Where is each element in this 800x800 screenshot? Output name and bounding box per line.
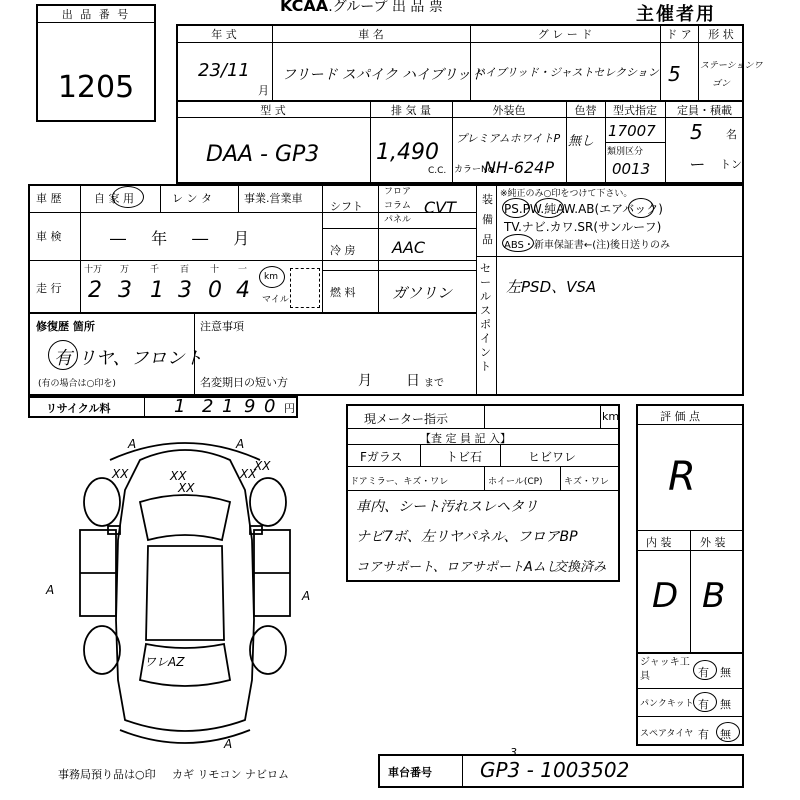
damage-mark: XX [178, 481, 195, 495]
displacement-unit: C.C. [428, 166, 447, 176]
shape-value-1: ステーションワ [700, 61, 763, 71]
history-business: 事業.営業車 [244, 192, 303, 205]
mileage-digit: 0 [208, 278, 222, 303]
scratch-label: キズ・ワレ [564, 477, 609, 487]
inspector-note-3b: 交換済み [554, 560, 607, 575]
repair-circle [48, 340, 78, 370]
door-label: ド ア [666, 28, 692, 41]
recycle-unit: 円 [284, 402, 295, 415]
chassis-value: GP3 - 1003502 [480, 758, 630, 782]
puncture-no: 無 [720, 698, 731, 711]
recycle-label: リサイクル料 [46, 402, 111, 415]
sales-point-value: 左PSD、VSA [506, 278, 597, 296]
shape-label: 形 状 [708, 28, 734, 41]
score-label: 評 価 点 [660, 410, 700, 423]
office-items: カギ リモコン ナビロム [172, 768, 289, 781]
mileage-digit-label: 一 [238, 265, 248, 275]
model-spec-label: 型式指定 [613, 104, 657, 117]
fuel-value: ガソリン [392, 284, 453, 302]
score-value: R [668, 454, 696, 500]
puncture-label: パンクキット [640, 699, 694, 709]
mileage-digit-label: 十万 [84, 265, 103, 275]
model-value: DAA - GP3 [206, 142, 320, 167]
capacity-value: 5 [690, 120, 703, 144]
equipment-label: 装備品 [482, 193, 493, 246]
interior-label: 内 装 [646, 536, 672, 549]
model-label: 型 式 [260, 104, 286, 117]
mileage-digit-label: 万 [120, 265, 130, 275]
deadline-month: 月 [358, 373, 372, 389]
ab-circle [628, 198, 654, 218]
category-label: 類別区分 [607, 147, 644, 157]
equipment-line-2: TV.ナビ.カワ.SR(サンルーフ) [504, 220, 662, 234]
ps-circle [502, 198, 530, 218]
door-value: 5 [668, 62, 681, 86]
color-no-label: カラーNo. [454, 165, 496, 175]
damage-mark: A [236, 437, 245, 451]
jack-label: ジャッキ工 具 [640, 657, 690, 682]
header-title [280, 0, 443, 16]
color-change-value: 無し [568, 134, 595, 149]
mileage-digit: 4 [236, 278, 250, 303]
history-private: 自 家 用 [94, 192, 134, 205]
lot-number: 1205 [57, 70, 135, 105]
damage-mark: XX [170, 469, 187, 483]
year-value: 23/11 [198, 60, 250, 81]
history-label: 車 歴 [36, 192, 62, 205]
shaken-value: ― 年 ― 月 [110, 229, 260, 248]
recycle-digit: 9 [244, 396, 256, 417]
meter-label: 現メーター指示 [364, 412, 449, 426]
damage-mark: A [128, 437, 137, 451]
pw-circle [534, 198, 564, 218]
load-value: ー [688, 155, 705, 174]
year-label: 年 式 [211, 28, 237, 41]
inspector-label: 【査 定 員 記 入】 [420, 432, 511, 445]
damage-mark: XX [240, 467, 257, 481]
short-deadline-label: 名変期日の短い方 [200, 376, 288, 389]
shift-value: CVT [424, 198, 456, 217]
mileage-digit: 3 [178, 278, 192, 303]
car-name-label: 車 名 [358, 28, 384, 41]
year-unit: 月 [258, 84, 269, 97]
model-spec-value: 17007 [608, 122, 656, 140]
damage-mark: XX [254, 459, 271, 473]
damage-mark: XX [112, 467, 129, 481]
mileage-digit-label: 千 [150, 265, 160, 275]
wheel-label: ホイール(CP) [488, 477, 543, 487]
capacity-label: 定員・積載 [677, 104, 732, 117]
fuel-label: 燃 料 [330, 286, 356, 299]
mileage-label: 走 行 [36, 282, 62, 295]
km-circle [259, 266, 285, 288]
exterior-label: 外 装 [700, 536, 726, 549]
deadline-until: まで [424, 378, 444, 389]
glass-label: Fガラス [360, 450, 403, 464]
shape-value-2: ゴン [712, 79, 731, 89]
mileage-digit: 3 [118, 278, 132, 303]
mileage-digit-label: 百 [180, 265, 190, 275]
deadline-day: 日 [406, 373, 420, 389]
damage-mark: A [302, 589, 311, 603]
shift-option-column: コラム [384, 201, 411, 211]
capacity-unit: 名 [726, 128, 737, 141]
tobiishi-label: トビ石 [446, 450, 483, 464]
color-no-value: NH-624P [484, 158, 554, 177]
shift-label: シフト [330, 200, 363, 213]
km-box [290, 268, 320, 308]
lot-label: 出 品 番 号 [38, 6, 154, 23]
mile-label: マイル [262, 295, 289, 305]
repair-note: (有の場合は○印を) [38, 379, 116, 389]
puncture-yes: 有 [698, 698, 709, 711]
puncture-circle [693, 692, 717, 712]
inspector-note-2: ナビ7ボ、左リヤパネル、フロアBP [356, 529, 578, 545]
grade-label: グ レ ー ド [537, 28, 593, 41]
color-change-label: 色替 [574, 104, 597, 117]
recycle-digit: 0 [264, 396, 276, 417]
sales-point-label: セールスポイント [480, 262, 491, 373]
jack-yes: 有 [698, 666, 709, 679]
exterior-color-label: 外装色 [492, 104, 526, 117]
inspector-note-1: 車内、シート汚れスレヘタリ [356, 499, 538, 515]
chassis-superscript: 3 [510, 746, 517, 759]
jack-no: 無 [720, 666, 731, 679]
repair-value: 有 リヤ、フロント [54, 348, 203, 369]
mileage-digit: 1 [150, 278, 164, 303]
spare-label: スペアタイヤ [640, 729, 694, 739]
lot-box [36, 4, 156, 122]
organizer-label: 主催者用 [636, 4, 716, 25]
km-label: km [264, 272, 278, 282]
mileage-digit: 2 [88, 278, 102, 303]
ac-label: 冷 房 [330, 244, 356, 257]
private-circle [112, 186, 144, 208]
inspector-note-3: コアサポート、ロアサポートAムし [356, 560, 559, 575]
header-subtitle: .グループ 出 品 票 [328, 0, 443, 15]
car-diagram [40, 430, 330, 760]
exterior-color-value: プレミアムホワイトP [456, 132, 561, 145]
mileage-digits [82, 262, 262, 310]
car-name-value: フリード スパイク ハイブリッド [282, 67, 485, 83]
equipment-line-3: ABS・新車保証書←(注)後日送りのみ [504, 240, 671, 251]
mileage-digit-label: 十 [210, 265, 220, 275]
damage-mark: A [224, 737, 233, 751]
shaken-label: 車 検 [36, 230, 62, 243]
abs-circle [502, 234, 534, 252]
recycle-digit: 1 [222, 396, 234, 417]
displacement-value: 1,490 [376, 140, 439, 165]
mirror-label: ドアミラー、キズ・ワレ [350, 477, 449, 487]
spare-circle [716, 722, 740, 742]
displacement-label: 排 気 量 [391, 104, 431, 117]
caution-label: 注意事項 [200, 320, 244, 333]
office-note: 事務局預り品は○印 [58, 768, 156, 781]
category-value: 0013 [612, 160, 651, 178]
exterior-value: B [702, 576, 726, 616]
grade-value: ハイブリッド・ジャストセレクション [474, 66, 659, 79]
equipment-note: ※純正のみ○印をつけて下さい。 [500, 189, 633, 199]
chassis-label: 車台番号 [388, 766, 432, 779]
spare-no: 無 [720, 728, 731, 741]
hibiware-label: ヒビワレ [528, 450, 577, 464]
interior-value: D [652, 576, 679, 616]
spare-yes: 有 [698, 728, 709, 741]
shift-option-floor: フロア [384, 187, 412, 197]
recycle-digit: 2 [202, 396, 214, 417]
repair-label: 修復歴 箇所 [36, 320, 95, 333]
damage-mark: ワレAZ [144, 655, 185, 669]
header-brand: KCAA [280, 0, 329, 15]
ac-value: AAC [392, 238, 426, 257]
recycle-digit: 1 [174, 396, 186, 417]
jack-circle [693, 660, 717, 680]
equipment-line-1: PS.PW.純AW.AB(エアバック) [504, 202, 663, 216]
shift-option-panel: パネル [384, 215, 412, 225]
load-unit: トン [720, 158, 742, 171]
damage-mark: A [46, 583, 55, 597]
history-rental: レ ン タ [172, 192, 212, 205]
meter-unit: km [602, 410, 620, 423]
